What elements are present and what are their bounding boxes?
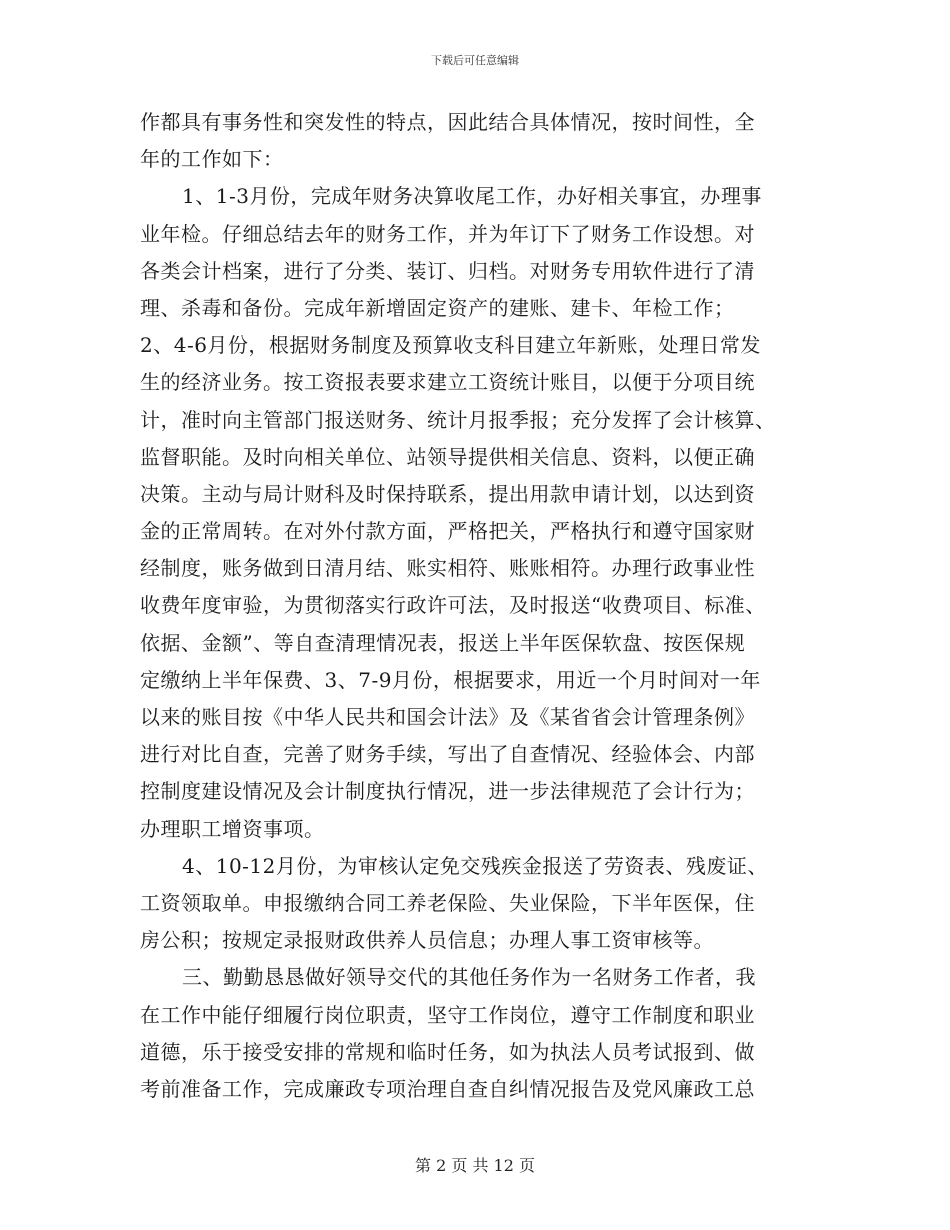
text-line: 经制度，账务做到日清月结、账实相符、账账相符。办理行政事业性 bbox=[140, 556, 755, 581]
text-line: 计，准时向主管部门报送财务、统计月报季报；充分发挥了会计核算、 bbox=[140, 407, 776, 432]
text-line: 2、4-6月份，根据财务制度及预算收支科目建立年新账，处理日常发 bbox=[140, 333, 761, 358]
text-line: 金的正常周转。在对外付款方面，严格把关，严格执行和遵守国家财 bbox=[140, 519, 755, 544]
text-line: 监督职能。及时向相关单位、站领导提供相关信息、资料，以便正确 bbox=[140, 444, 755, 469]
text-line: 以来的账目按《中华人民共和国会计法》及《某省省会计管理条例》 bbox=[140, 705, 755, 729]
text-line: 生的经济业务。按工资报表要求建立工资统计账目，以便于分项目统 bbox=[140, 370, 755, 395]
text-line: 考前准备工作，完成廉政专项治理自查自纠情况报告及党风廉政工总 bbox=[140, 1076, 755, 1101]
text-line: 道德，乐于接受安排的常规和临时任务，如为执法人员考试报到、做 bbox=[140, 1039, 755, 1064]
text-line: 进行对比自查，完善了财务手续，写出了自查情况、经验体会、内部 bbox=[140, 742, 755, 767]
text-line: 各类会计档案，进行了分类、装订、归档。对财务专用软件进行了清 bbox=[140, 258, 755, 283]
text-line: 业年检。仔细总结去年的财务工作，并为年订下了财务工作设想。对 bbox=[140, 221, 755, 246]
text-line: 理、杀毒和备份。完成年新增固定资产的建账、建卡、年检工作； bbox=[140, 295, 735, 320]
text-line: 在工作中能仔细履行岗位职责，坚守工作岗位，遵守工作制度和职业 bbox=[140, 1002, 755, 1027]
text-line: 作都具有事务性和突发性的特点，因此结合具体情况，按时间性，全 bbox=[140, 110, 755, 134]
text-line: 4、10-12月份，为审核认定免交残疾金报送了劳资表、残废证、 bbox=[182, 853, 768, 878]
text-line: 定缴纳上半年保费、3、7-9月份，根据要求，用近一个月时间对一年 bbox=[140, 667, 761, 692]
text-line: 房公积；按规定录报财政供养人员信息；办理人事工资审核等。 bbox=[140, 928, 714, 953]
document-body bbox=[140, 104, 808, 1108]
text-line: 控制度建设情况及会计制度执行情况，进一步法律规范了会计行为； bbox=[140, 779, 755, 804]
text-line: 1、1-3月份，完成年财务决算收尾工作，办好相关事宜，办理事 bbox=[182, 184, 762, 209]
text-line: 依据、金额”、等自查清理情况表，报送上半年医保软盘、按医保规 bbox=[140, 630, 746, 655]
text-line: 决策。主动与局计财科及时保持联系，提出用款申请计划，以达到资 bbox=[140, 481, 755, 506]
text-line: 年的工作如下： bbox=[140, 147, 284, 172]
page-footer: 第 2 页 共 12 页 bbox=[415, 1156, 535, 1175]
page-header: 下载后可任意编辑 bbox=[431, 54, 519, 67]
text-line: 收费年度审验，为贯彻落实行政许可法，及时报送“收费项目、标准、 bbox=[140, 593, 766, 618]
text-line: 工资领取单。申报缴纳合同工养老保险、失业保险，下半年医保，住 bbox=[140, 890, 755, 915]
text-line: 办理职工增资事项。 bbox=[140, 816, 325, 841]
text-line: 三、勤勤恳恳做好领导交代的其他任务作为一名财务工作者，我 bbox=[182, 965, 756, 990]
